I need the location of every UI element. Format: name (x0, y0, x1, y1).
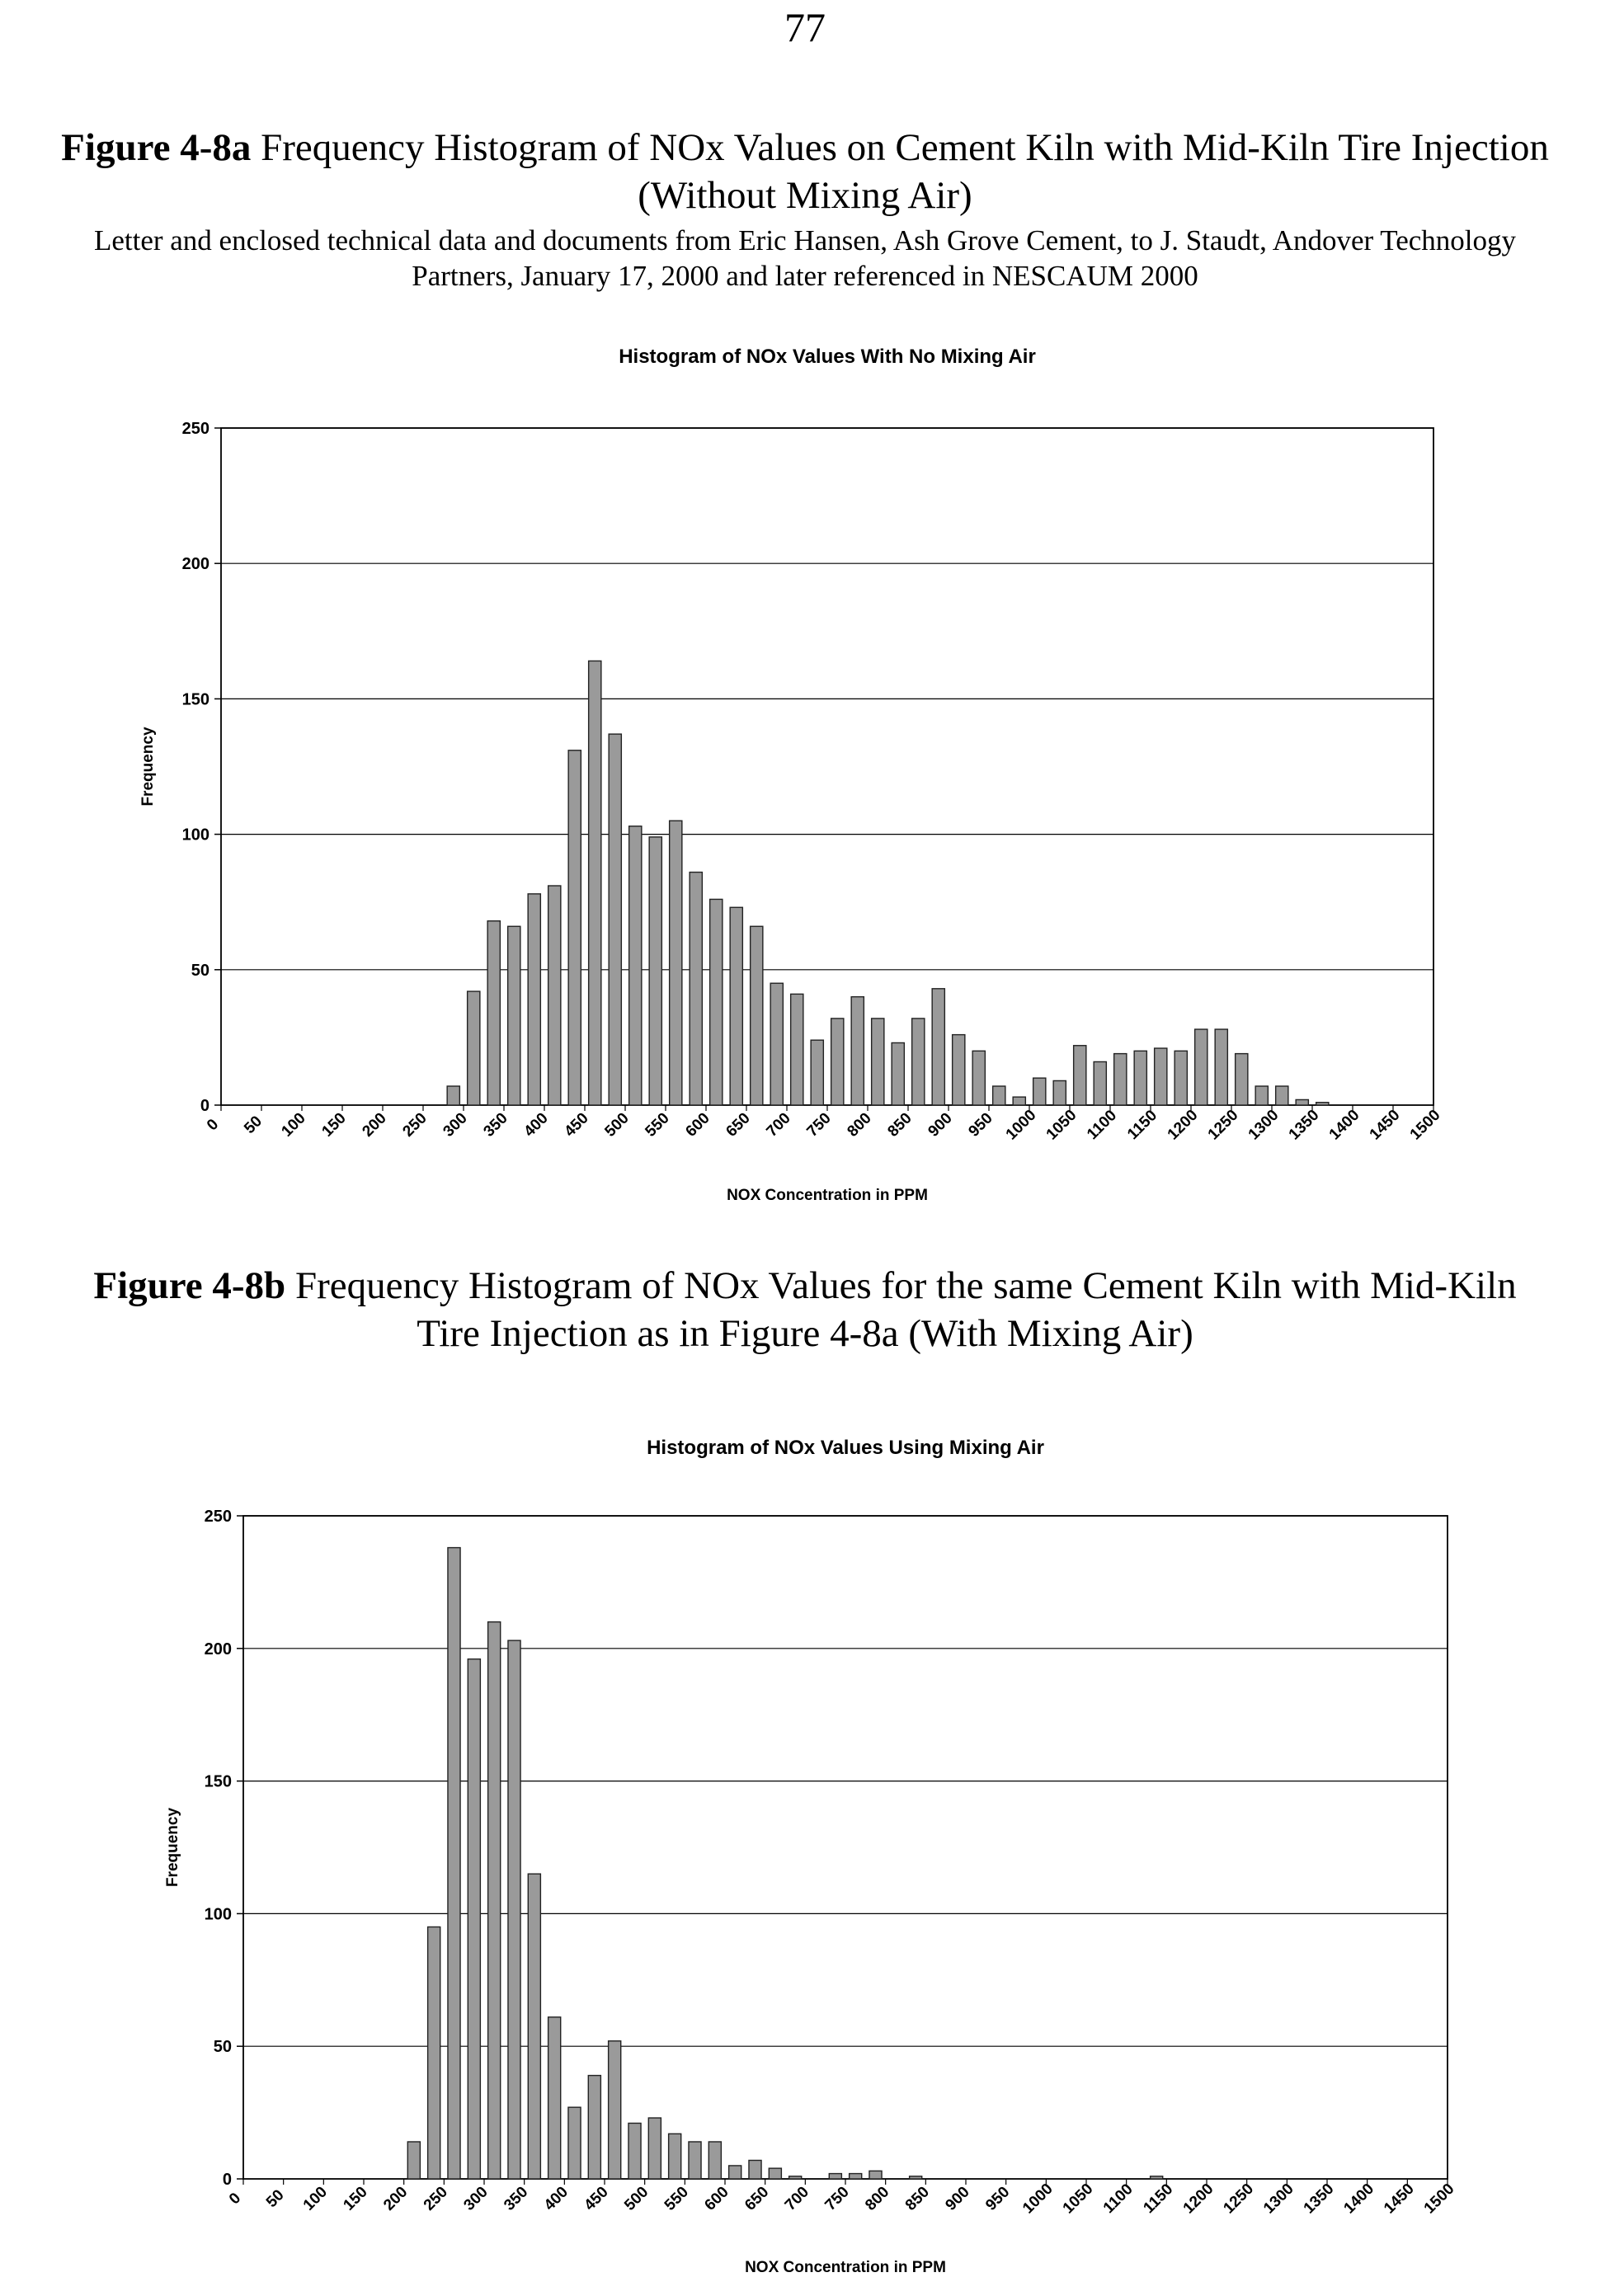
x-tick-label: 550 (642, 1109, 673, 1141)
x-tick-label: 500 (621, 2183, 652, 2214)
x-tick-label: 100 (299, 2183, 332, 2214)
x-tick-label: 750 (803, 1109, 835, 1141)
x-tick-label: 600 (682, 1109, 713, 1141)
histogram-bar (850, 2174, 862, 2179)
x-tick-label: 350 (480, 1109, 511, 1141)
histogram-bar (488, 1622, 501, 2179)
x-tick-label: 1300 (1245, 1106, 1283, 1144)
histogram-bar (789, 2176, 802, 2179)
x-tick-label: 1100 (1099, 2181, 1137, 2218)
histogram-bar (588, 2076, 600, 2179)
histogram-bar (1151, 2176, 1163, 2179)
x-tick-label: 800 (862, 2183, 893, 2214)
page-number: 77 (784, 4, 826, 50)
x-axis-label: NOX Concentration in PPM (745, 2259, 946, 2276)
y-tick-label: 0 (200, 1097, 209, 1115)
x-tick-label: 750 (821, 2183, 853, 2214)
x-tick-label: 0 (203, 1115, 223, 1135)
chart-title: Histogram of NOx Values Using Mixing Air (647, 1437, 1044, 1459)
figure-b-caption-line2: Tire Injection as in Figure 4-8a (With Mixing Air) (417, 1312, 1193, 1355)
x-tick-label: 1300 (1260, 2180, 1297, 2218)
figure-b-caption-text: Frequency Histogram of NOx Values for the same Cement Kiln with Mid-Kiln (294, 1264, 1517, 1307)
x-tick-label: 1050 (1043, 1106, 1080, 1144)
x-tick-label: 100 (278, 1109, 309, 1141)
histogram-bar (708, 2142, 721, 2179)
y-tick-label: 0 (222, 2171, 232, 2189)
plot-area (243, 1516, 1448, 2179)
x-tick-label: 900 (942, 2183, 973, 2214)
histogram-bar (729, 2166, 741, 2179)
figure-a-caption-line2: (Without Mixing Air) (638, 174, 972, 217)
histogram-bar (428, 1927, 440, 2179)
x-tick-label: 1200 (1179, 2180, 1217, 2218)
y-tick-label: 250 (181, 420, 209, 438)
figure-a-caption-text: Frequency Histogram of NOx Values on Cement Kiln with Mid-Kiln Tire Injection (261, 126, 1549, 169)
histogram-bar (548, 2017, 561, 2179)
x-tick-label: 250 (420, 2183, 452, 2214)
x-tick-label: 700 (781, 2183, 813, 2214)
x-axis-label: NOX Concentration in PPM (727, 1187, 928, 1204)
y-tick-label: 200 (181, 555, 209, 574)
x-tick-label: 1350 (1285, 1106, 1323, 1144)
histogram-bar (568, 2107, 581, 2179)
x-tick-label: 1100 (1084, 1107, 1121, 1144)
histogram-bar (689, 2142, 701, 2179)
histogram-bar (829, 2174, 841, 2179)
x-tick-label: 350 (501, 2183, 532, 2214)
histogram-bar (769, 2168, 781, 2179)
y-tick-label: 50 (213, 2038, 232, 2057)
x-tick-label: 400 (520, 1109, 552, 1141)
figure-a-label: Figure 4-8a (61, 126, 252, 169)
x-tick-label: 0 (225, 2189, 245, 2209)
y-axis-label: Frequency (164, 1807, 181, 1888)
x-tick-label: 600 (701, 2183, 732, 2214)
x-tick-label: 200 (380, 2183, 412, 2214)
histogram-bar (869, 2171, 882, 2179)
histogram-bar (609, 2041, 621, 2179)
x-tick-label: 500 (601, 1109, 633, 1141)
x-tick-label: 1450 (1366, 1106, 1404, 1144)
y-tick-label: 100 (181, 826, 209, 845)
x-tick-label: 450 (561, 1109, 592, 1141)
x-tick-label: 1350 (1300, 2180, 1338, 2218)
chart-title: Histogram of NOx Values With No Mixing Air (619, 346, 1036, 368)
x-tick-label: 950 (965, 1109, 996, 1141)
x-tick-label: 1000 (1002, 1106, 1040, 1144)
x-tick-label: 1200 (1164, 1106, 1202, 1144)
histogram-bar (468, 1659, 480, 2179)
x-tick-label: 1450 (1381, 2180, 1418, 2218)
x-tick-label: 1150 (1140, 2181, 1177, 2218)
x-tick-label: 150 (340, 2183, 371, 2214)
y-tick-label: 100 (204, 1905, 232, 1924)
y-tick-label: 50 (191, 961, 209, 980)
x-tick-label: 850 (884, 1109, 916, 1141)
x-tick-label: 1400 (1325, 1106, 1363, 1144)
x-tick-label: 1050 (1059, 2180, 1097, 2218)
x-tick-label: 950 (982, 2183, 1014, 2214)
histogram-bar (508, 1640, 520, 2179)
x-tick-label: 1000 (1019, 2180, 1057, 2218)
x-tick-label: 250 (399, 1109, 431, 1141)
histogram-bar (669, 2134, 681, 2179)
x-tick-label: 800 (844, 1109, 875, 1141)
x-tick-label: 1250 (1204, 1106, 1242, 1144)
x-tick-label: 1500 (1420, 2180, 1458, 2218)
x-tick-label: 300 (460, 2183, 492, 2214)
figure-a-source-line1: Letter and enclosed technical data and documents from Eric Hansen, Ash Grove Cement, to J. Staudt, Andover Technology (93, 224, 1517, 256)
figure-a-source-line2: Partners, January 17, 2000 and later referenced in NESCAUM 2000 (412, 260, 1198, 292)
y-tick-label: 200 (204, 1640, 232, 1658)
x-tick-label: 650 (741, 2183, 773, 2214)
x-tick-label: 850 (902, 2183, 934, 2214)
histogram-bar (528, 1874, 540, 2179)
figure-b-label: Figure 4-8b (93, 1264, 286, 1307)
x-tick-label: 550 (661, 2183, 693, 2214)
x-tick-label: 300 (440, 1109, 471, 1141)
x-tick-label: 1400 (1340, 2180, 1378, 2218)
x-tick-label: 700 (763, 1109, 794, 1141)
histogram-bar (448, 1548, 460, 2179)
x-tick-label: 400 (540, 2183, 572, 2214)
y-tick-label: 150 (181, 690, 209, 709)
x-tick-label: 200 (359, 1109, 390, 1141)
histogram-bar (749, 2160, 761, 2179)
x-tick-label: 150 (318, 1109, 350, 1141)
histogram-bar (628, 2123, 641, 2179)
histogram-bar (407, 2142, 420, 2179)
histogram-bar (910, 2176, 922, 2179)
x-tick-label: 1250 (1220, 2180, 1258, 2218)
x-tick-label: 50 (241, 1113, 266, 1138)
x-tick-label: 1150 (1124, 1107, 1161, 1144)
x-tick-label: 50 (262, 2186, 288, 2212)
x-tick-label: 650 (723, 1109, 754, 1141)
y-tick-label: 150 (204, 1772, 232, 1791)
x-tick-label: 900 (925, 1109, 956, 1141)
histogram-bar (648, 2118, 661, 2179)
y-tick-label: 250 (204, 1508, 232, 1526)
y-axis-label: Frequency (139, 727, 157, 807)
x-tick-label: 450 (581, 2183, 612, 2214)
x-tick-label: 1500 (1406, 1106, 1444, 1144)
